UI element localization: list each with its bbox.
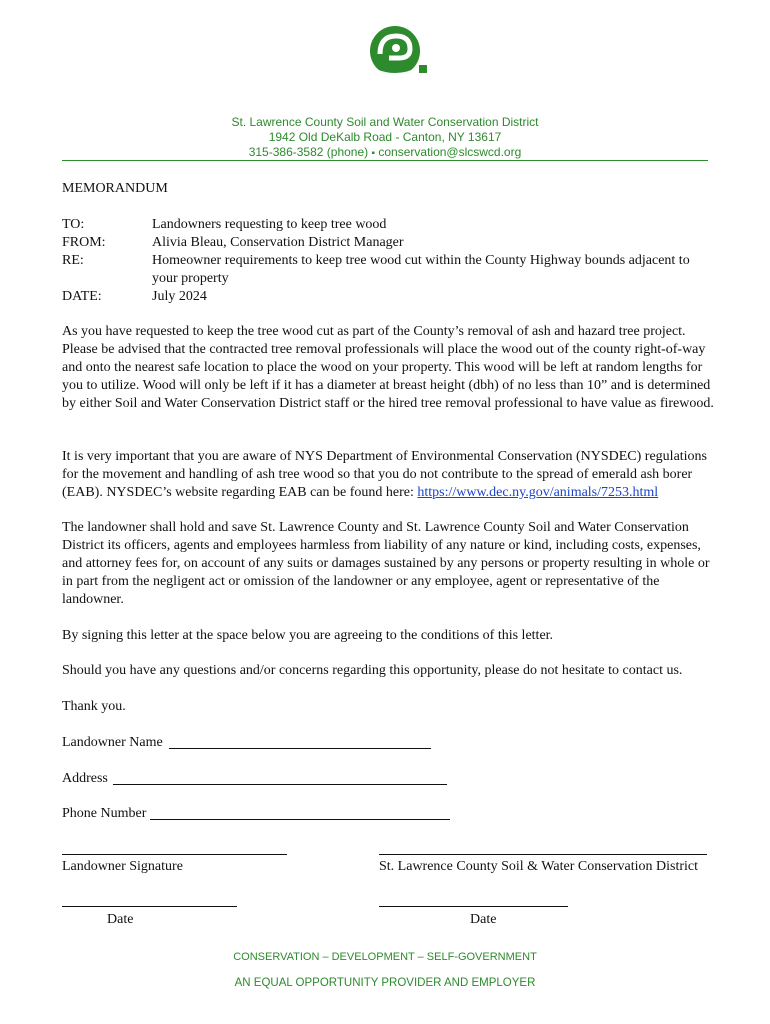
date-value: July 2024 [152, 289, 207, 304]
paragraph-thanks: Thank you. [62, 699, 126, 714]
paragraph-nysdec-text: It is very important that you are aware of NYS Department of Environmental Conservation (NYSDEC) regulations for the movement and handling of ash tree wood so that you do not contribute to the spread of emerald ash borer (EAB). NYSDEC’s website regarding EAB can be found here: [62, 449, 708, 500]
address-label: Address [62, 771, 108, 786]
eab-link[interactable]: https://www.dec.ny.gov/animals/7253.html [417, 485, 659, 500]
to-value: Landowners requesting to keep tree wood [152, 217, 387, 232]
from-value: Alivia Bleau, Conservation District Manager [152, 235, 404, 250]
footer-motto: CONSERVATION – DEVELOPMENT – SELF-GOVERNMENT [233, 951, 537, 963]
district-signature-field[interactable] [379, 854, 707, 855]
header-divider [62, 160, 708, 161]
re-label: RE: [62, 253, 84, 268]
date-label: DATE: [62, 289, 102, 304]
phone-field[interactable] [150, 819, 450, 820]
landowner-date-field[interactable] [62, 906, 237, 907]
landowner-signature-label: Landowner Signature [62, 859, 183, 874]
paragraph-questions: Should you have any questions and/or concerns regarding this opportunity, please do not hesitate to contact us. [62, 663, 683, 678]
landowner-name-field[interactable] [169, 748, 431, 749]
paragraph-agreement: By signing this letter at the space below you are agreeing to the conditions of this letter. [62, 628, 554, 643]
footer-eo: AN EQUAL OPPORTUNITY PROVIDER AND EMPLOYER [234, 977, 536, 989]
landowner-signature-field[interactable] [62, 854, 287, 855]
landowner-name-label: Landowner Name [62, 735, 163, 750]
district-logo [365, 24, 431, 86]
landowner-date-label: Date [107, 912, 134, 927]
bullet-icon: ▪ [371, 148, 376, 159]
org-address: 1942 Old DeKalb Road - Canton, NY 13617 [268, 130, 502, 144]
org-email[interactable]: conservation@slcswcd.org [378, 145, 522, 159]
re-value-line1: Homeowner requirements to keep tree wood cut within the County Highway bounds adjacent to [152, 253, 690, 268]
org-name: St. Lawrence County Soil and Water Conservation District [231, 115, 539, 129]
district-signature-label: St. Lawrence County Soil & Water Conservation District [379, 859, 699, 874]
phone-label: Phone Number [62, 806, 147, 821]
org-phone: 315-386-3582 (phone) [248, 145, 369, 159]
memo-heading: MEMORANDUM [62, 181, 168, 196]
paragraph-nysdec [62, 448, 722, 502]
district-date-label: Date [470, 912, 497, 927]
re-value-line2: your property [152, 271, 229, 286]
paragraph-request: As you have requested to keep the tree wood cut as part of the County’s removal of ash and hazard tree project. Please be advised that the contracted tree removal professionals will place the wood out of the county right-of-way and onto the nearest safe location to place the wood on your property. This wood will be left at random lengths for you to utilize. Wood will only be left if it has a diameter at breast height (dbh) of no less than 10” and is determined by either Soil and Water Conservation District staff or the hired tree removal professional to have value as firewood. [62, 324, 714, 411]
address-field[interactable] [113, 784, 447, 785]
to-label: TO: [62, 217, 85, 232]
district-date-field[interactable] [379, 906, 568, 907]
paragraph-liability: The landowner shall hold and save St. Lawrence County and St. Lawrence County Soil and Water Conservation District its officers, agents and employees harmless from liability of any nature or kind, including costs, expenses, and attorney fees for, on account of any suits or damages sustained by any persons or property resulting in whole or in part from the negligent act or omission of the landowner or any employee, agent or representative of the landowner. [62, 520, 710, 607]
from-label: FROM: [62, 235, 106, 250]
